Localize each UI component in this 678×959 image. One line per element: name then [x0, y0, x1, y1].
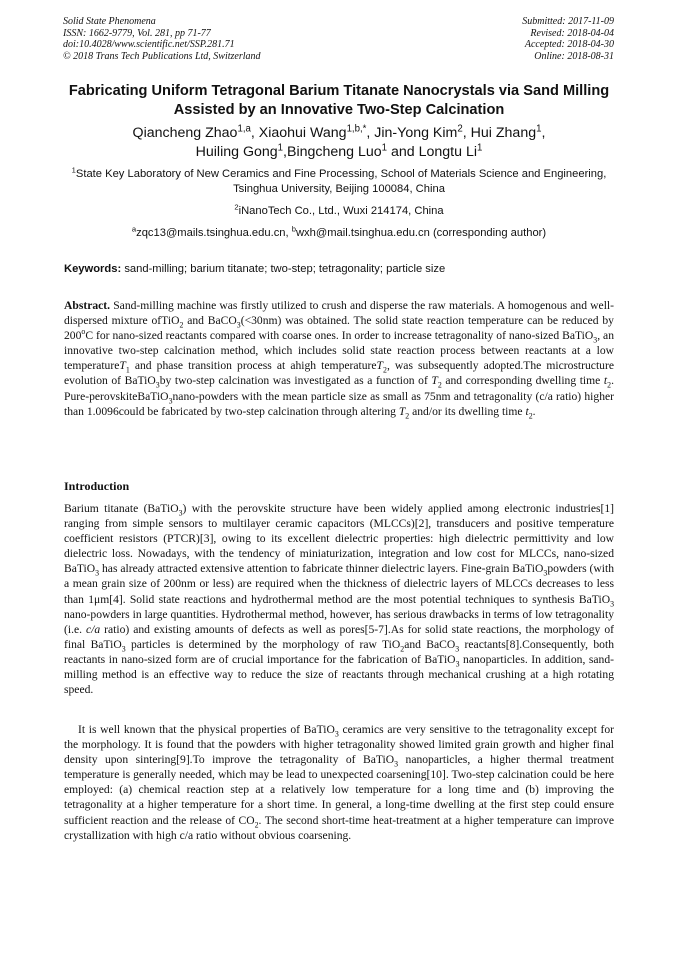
- submitted-date: Submitted: 2017-11-09: [522, 16, 614, 27]
- affiliation-2: $^2$iNanoTech Co., Ltd., Wuxi 214174, China: [234, 202, 444, 217]
- introduction-heading: Introduction: [64, 479, 130, 493]
- introduction-paragraph-2: It is well known that the physical properties of BaTiO$_3$ ceramics are very sensitive to the tetragonality except for the morphology. It is found that the powders with higher tetragonality showed limited grain growth and higher final density upon sintering[9].To improve the tetragonality of BaTiO$_3$ nanoparticles, a higher thermal treatment temperature is generally needed, which may be lead to unexpected coarsening[10]. Two-step calcination could be here employed: (a) chemical reaction step at a relatively low temperature for a long time and (b) improving the tetragonality at a higher temperature for a short time. In general, a long-time dwelling at the first step could ensure sufficient reaction and the release of $CO_2$. The second short-time heat-treatment at a higher temperature can improve crystallization with high c/a ratio without obvious coarsening.: [64, 723, 614, 842]
- author-emails: $^a$zqc13@mails.tsinghua.edu.cn, $^b$wxh@mail.tsinghua.edu.cn (corresponding author): [131, 224, 547, 239]
- keywords: Keywords: sand-milling; barium titanate; two-step; tetragonality; particle size: [64, 263, 446, 275]
- abstract: Abstract. Sand-milling machine was firstly utilized to crush and disperse the raw materials. A homogenous and well-dispersed mixture ofTiO$_2$ and BaCO$_3$(<30nm) was obtained. The solid state reaction temperature can be reduced by 200$^o$C for nano-sized reactants compared with coarse ones. In order to increase tetragonality of nano-sized BaTiO$_3$, an innovative two-step calcination method, which includes solid state reaction process between reactants at a low temperatureT$_1$ and phase transition process at ahigh temperatureT$_2$, was subsequently adopted.The microstructure evolution of BaTiO$_3$by two-step calcination was investigated as a function of $T_2$ and corresponding dwelling time $t_2$. Pure-perovskiteBaTiO$_3$nano-powders with the mean particle size as small as 75nm and tetragonality (c/a ratio) higher than 1.0096could be fabricated by two-step calcination through altering $T_2$ and/or its dwelling time $t_2$.: [64, 299, 614, 420]
- online-date: Online: 2018-08-31: [534, 50, 614, 62]
- introduction-paragraph-1: Barium titanate (BaTiO$_3$) with the perovskite structure have been widely applied among electronic industries[1] ranging from simple sensors to multilayer ceramic capacitors (MLCCs)[2], transducers and positive temperature coefficient resistors (PTCR)[3], owing to its excellent dielectric properties: high dielectric permittivity and low dielectric loss. Nowadays, with the tendency of miniaturization, integration and low cost for MLCCs, nano-sized BaTiO$_3$ has already attracted extensive attention to fabricate thinner dielectric layers. Fine-grain BaTiO$_3$powders (with a mean grain size of 200nm or less) are required when the thickness of dielectric layers of MLCCs decreases to less than 1μm[4]. Solid state reactions and hydrothermal method are the most potential techniques to synthesis BaTiO$_3$ nano-powders in large quantities. Hydrothermal method, however, has serious drawbacks in terms of low tetragonality (i.e. c/a ratio) and existing amounts of defects as well as pores[5-7].As for solid state reactions, the morphology of final BaTiO$_3$ particles is determined by the morphology of raw TiO$_2$and BaCO$_3$ reactants[8].Consequently, both reactants in nano-sized form are of crucial importance for the fabrication of BaTiO$_3$ nanoparticles. In addition, sand-milling method is an effective way to reduce the size of reactants through mechanical crushing at a high rotating speed.: [64, 502, 614, 697]
- doi-line: doi:10.4028/www.scientific.net/SSP.281.71: [63, 39, 235, 51]
- revised-date: Revised: 2018-04-04: [530, 27, 614, 39]
- author-list: Qiancheng Zhao$^{1,a}$, Xiaohui Wang$^{1,b,*}$, Jin-Yong Kim$^2$, Hui Zhang$^1$, Huiling Gong$^1$,Bingcheng Luo$^1$ and Longtu Li$^1$: [132, 123, 546, 160]
- copyright-line: © 2018 Trans Tech Publications Ltd, Switzerland: [63, 50, 261, 62]
- journal-name: Solid State Phenomena: [63, 16, 156, 27]
- accepted-date: Accepted: 2018-04-30: [524, 39, 614, 51]
- affiliation-1: $^1$State Key Laboratory of New Ceramics and Fine Processing, School of Materials Science and Engineering, Tsinghua University, Beijing 100084, China: [71, 165, 607, 195]
- journal-info: [63, 16, 261, 62]
- submission-dates: [522, 16, 614, 62]
- issn-line: ISSN: 1662-9779, Vol. 281, pp 71-77: [63, 27, 211, 39]
- paper-title: Fabricating Uniform Tetragonal Barium Titanate Nanocrystals via Sand Milling Assisted by an Innovative Two-Step Calcination: [68, 83, 610, 118]
